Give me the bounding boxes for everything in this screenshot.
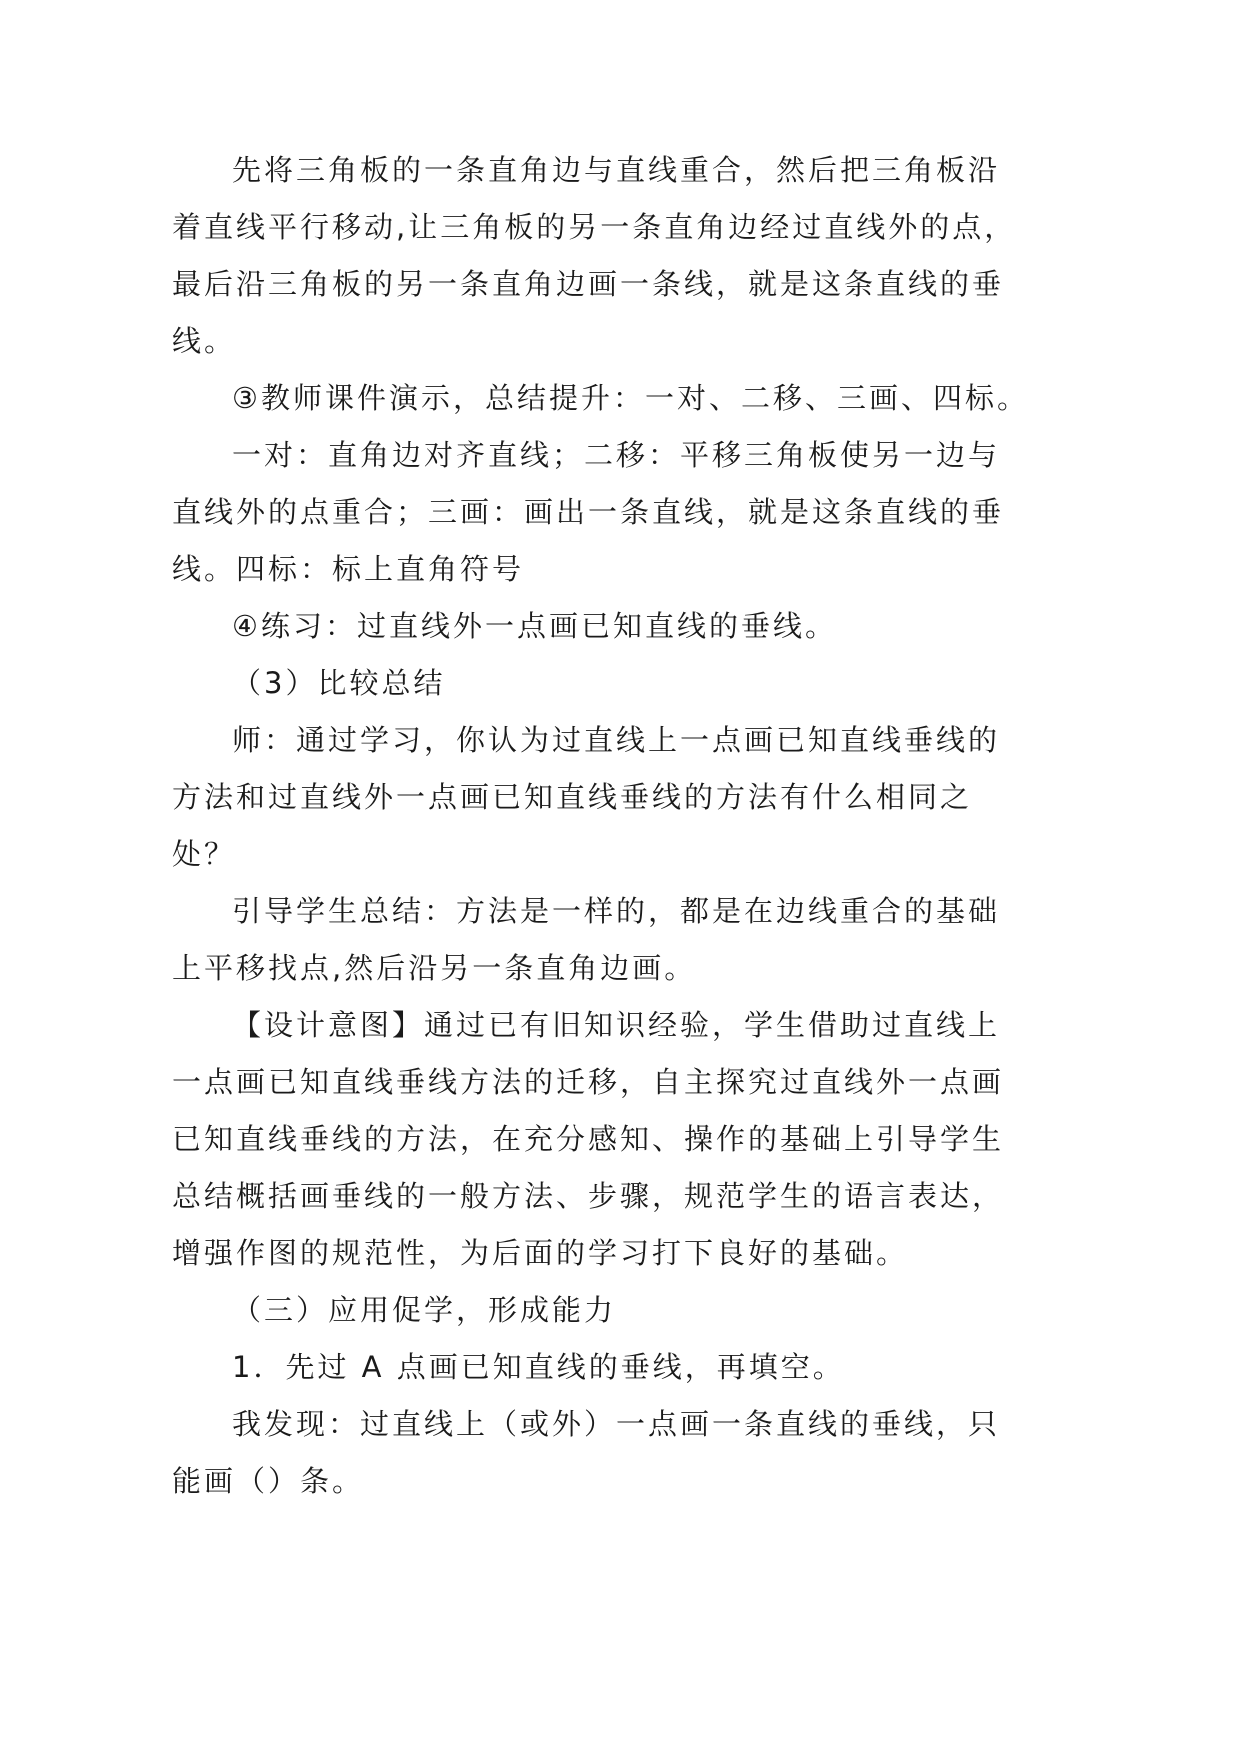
text-line: 直线外的点重合；三画：画出一条直线，就是这条直线的垂 [172,495,1005,529]
text-line: 我发现：过直线上（或外）一点画一条直线的垂线，只 [232,1407,1001,1441]
text-line: （三）应用促学，形成能力 [232,1293,617,1327]
text-line: 线。 [172,324,237,358]
text-line: 最后沿三角板的另一条直角边画一条线，就是这条直线的垂 [172,267,1005,301]
text-line: 能画（）条。 [172,1464,365,1498]
text-line: 一对：直角边对齐直线；二移：平移三角板使另一边与 [232,438,1001,472]
text-line: 已知直线垂线的方法，在充分感知、操作的基础上引导学生 [172,1122,1005,1156]
text-line: 总结概括画垂线的一般方法、步骤，规范学生的语言表达， [172,1179,1005,1213]
text-line: 先将三角板的一条直角边与直线重合，然后把三角板沿 [232,153,1001,187]
text-line: 1．先过 A 点画已知直线的垂线，再填空。 [232,1350,845,1384]
text-line: 师：通过学习，你认为过直线上一点画已知直线垂线的 [232,723,1001,757]
text-line: 【设计意图】通过已有旧知识经验，学生借助过直线上 [232,1008,1001,1042]
text-line: ③教师课件演示，总结提升：一对、二移、三画、四标。 [232,381,1029,415]
text-line: 引导学生总结：方法是一样的，都是在边线重合的基础 [232,894,1001,928]
text-line: （3）比较总结 [232,666,446,700]
text-line: 上平移找点,然后沿另一条直角边画。 [172,951,697,985]
text-line: 处？ [172,837,237,871]
text-line: 增强作图的规范性，为后面的学习打下良好的基础。 [172,1236,909,1270]
text-line: 方法和过直线外一点画已知直线垂线的方法有什么相同之 [172,780,973,814]
text-line: ④练习：过直线外一点画已知直线的垂线。 [232,609,837,643]
text-line: 线。四标：标上直角符号 [172,552,525,586]
text-line: 一点画已知直线垂线方法的迁移，自主探究过直线外一点画 [172,1065,1005,1099]
text-line: 着直线平行移动,让三角板的另一条直角边经过直线外的点， [172,210,1017,244]
